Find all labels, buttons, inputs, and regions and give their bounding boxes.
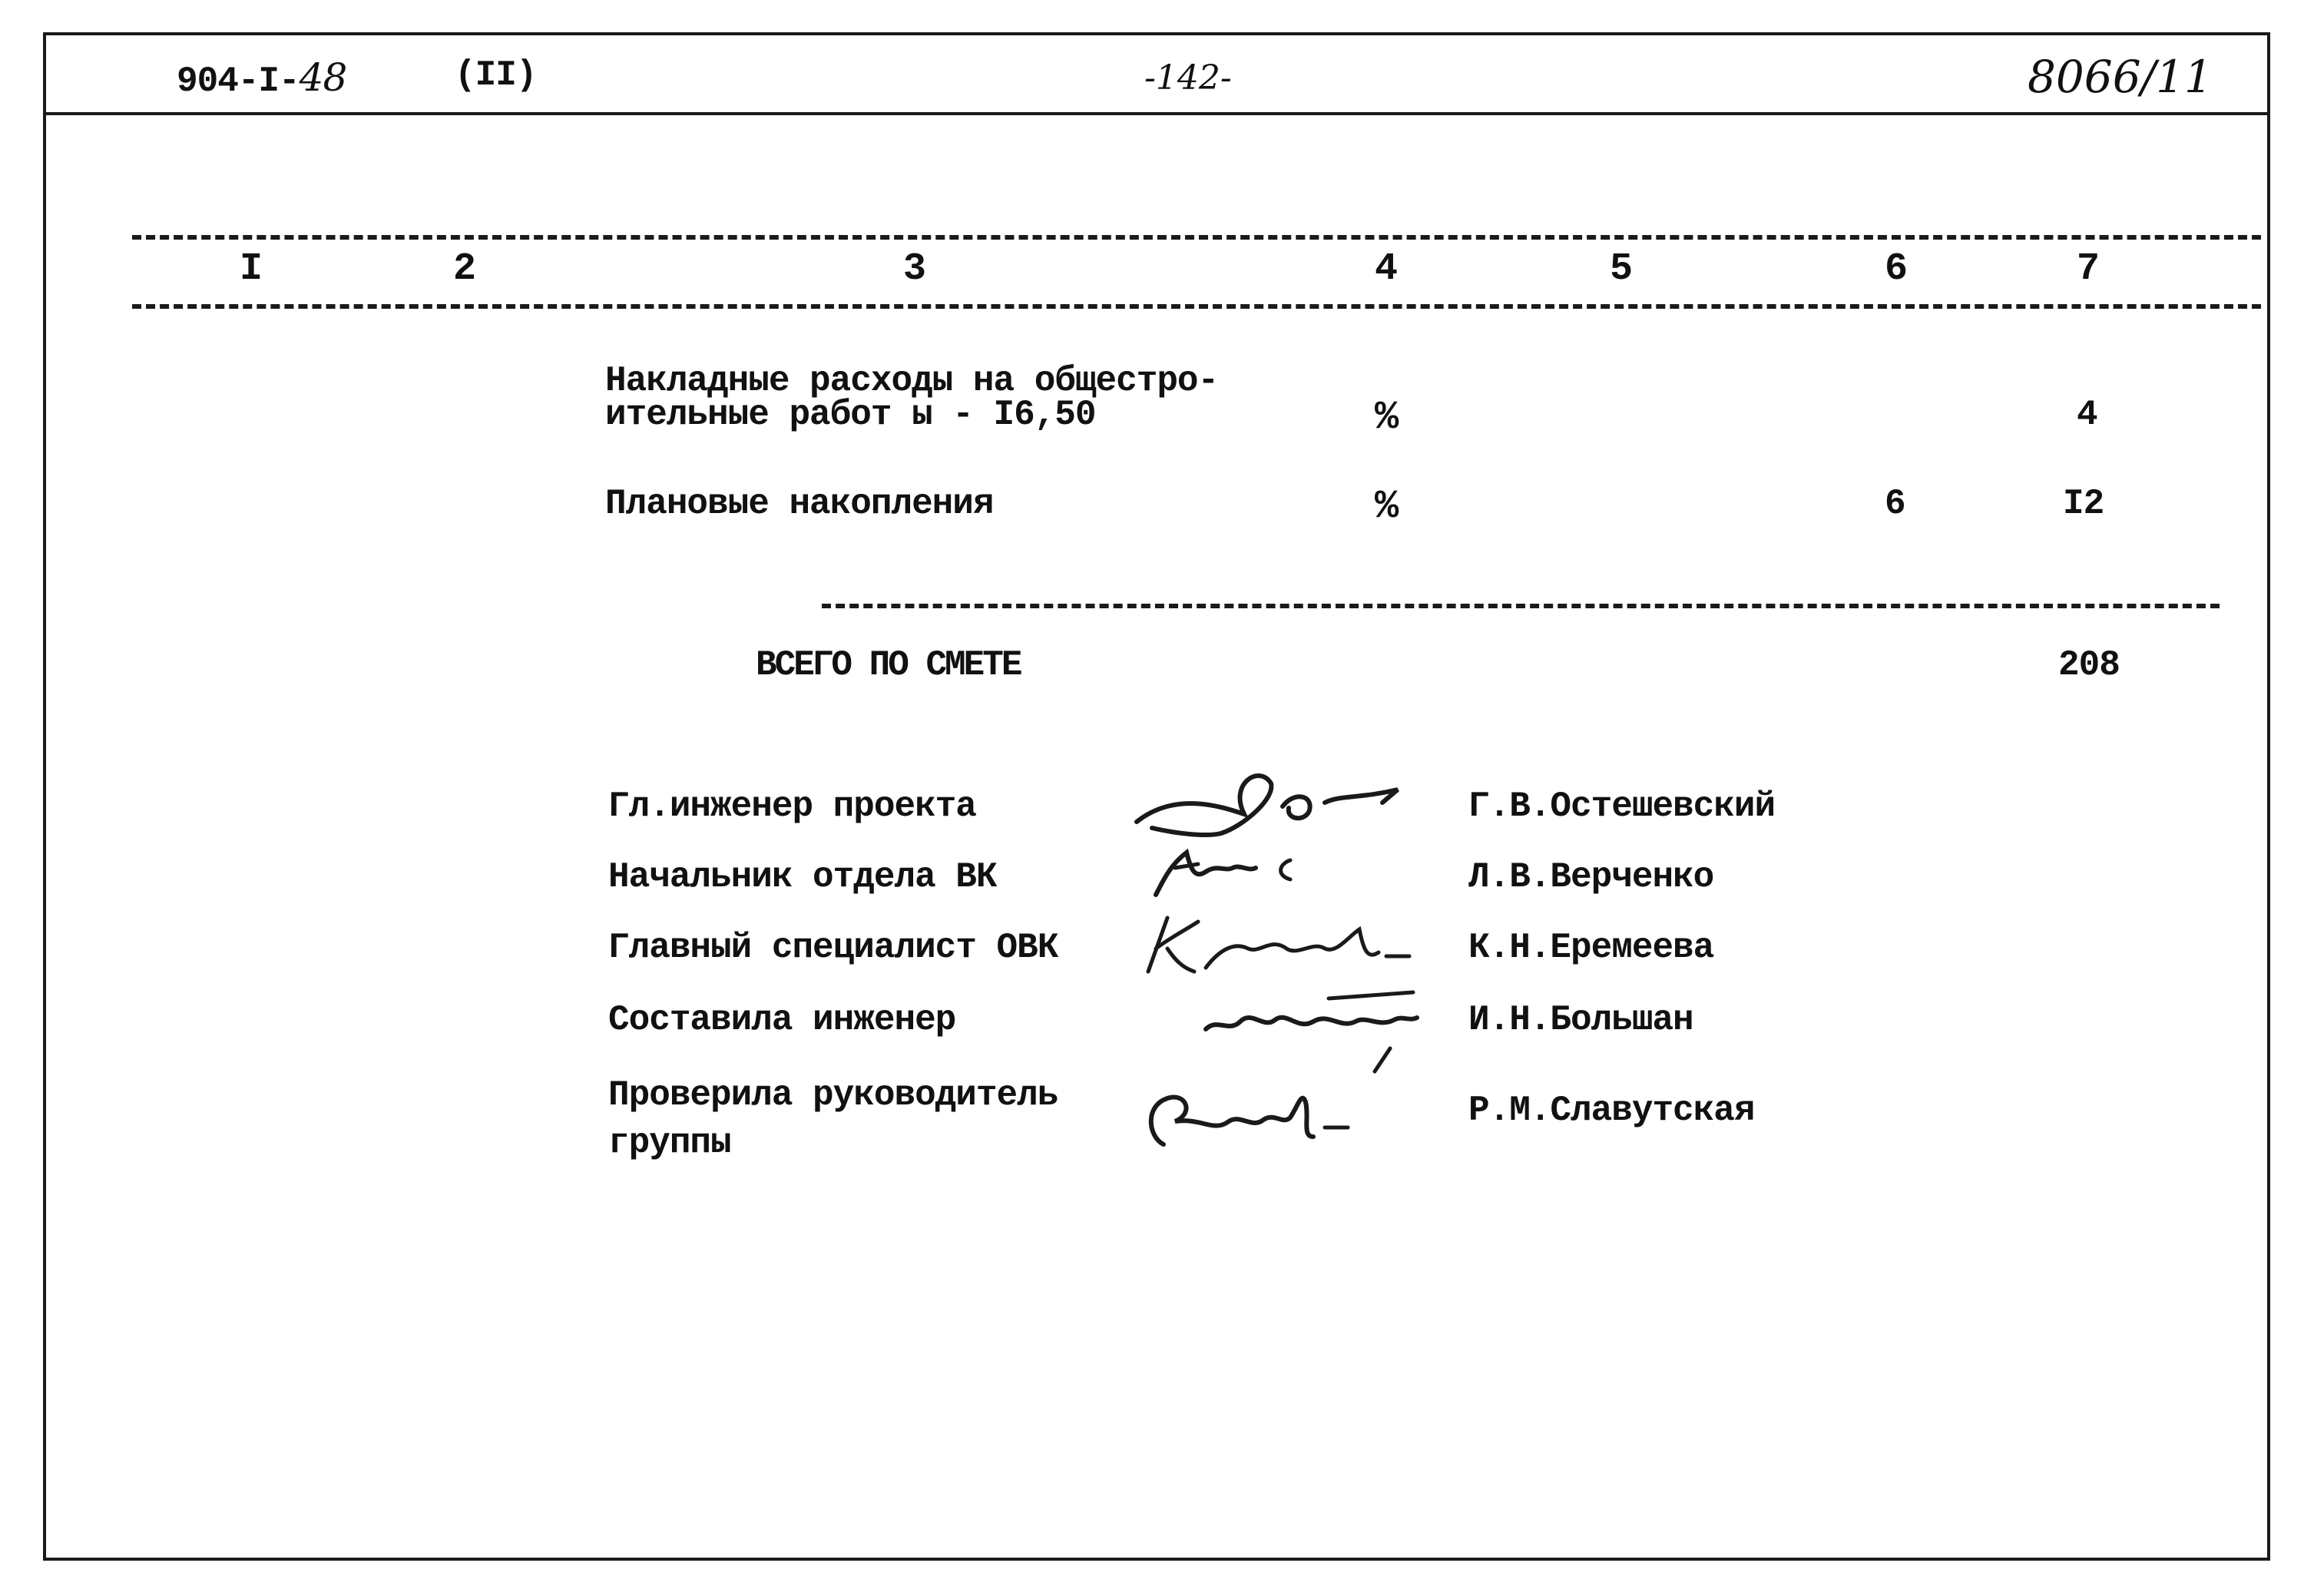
row-planned-savings-description: Плановые накопления <box>605 484 994 524</box>
frame-left-border <box>43 32 46 1561</box>
signatory-name-chief-specialist: К.Н.Еремеева <box>1468 928 1714 968</box>
page-number: -142- <box>1144 58 1232 98</box>
column-number-2: 2 <box>453 247 476 291</box>
document-code <box>177 55 346 101</box>
frame-right-border <box>2267 32 2270 1561</box>
column-number-3: 3 <box>903 247 926 291</box>
signatory-role-group-leader-line-2: группы <box>608 1123 731 1163</box>
document-number: 8066/11 <box>2028 51 2213 103</box>
signatory-role-group-leader-line-1: Проверила руководитель <box>608 1075 1058 1115</box>
column-number-1: I <box>240 247 263 291</box>
column-number-6: 6 <box>1885 247 1908 291</box>
row-planned-savings-unit: % <box>1375 484 1399 529</box>
total-label: ВСЕГО ПО СМЕТЕ <box>756 645 1021 685</box>
total-rule <box>822 604 2220 608</box>
signatory-role-head-of-department: Начальник отдела ВК <box>608 857 997 897</box>
row-overhead-description-line-1: Накладные расходы на общестро- <box>605 361 1219 401</box>
signatory-role-chief-specialist: Главный специалист ОВК <box>608 928 1058 968</box>
column-number-7: 7 <box>2077 247 2100 291</box>
signatory-name-group-leader: Р.М.Славутская <box>1468 1091 1755 1131</box>
frame-top-border <box>43 32 2270 35</box>
frame-bottom-border <box>43 1558 2270 1561</box>
signature-group-leader <box>1133 1075 1356 1160</box>
row-overhead-unit: % <box>1375 395 1399 440</box>
signature-head-of-department <box>1144 837 1321 906</box>
signatory-role-engineer: Составила инженер <box>608 1000 956 1040</box>
document-part: (II) <box>455 55 537 95</box>
signature-engineer <box>1198 975 1428 1075</box>
row-planned-savings-col6: 6 <box>1885 484 1905 524</box>
row-planned-savings-col7: I2 <box>2063 484 2104 524</box>
signature-chief-engineer <box>1129 760 1405 845</box>
document-code-prefix: 904-I- <box>177 61 300 101</box>
signature-chief-specialist <box>1133 906 1417 983</box>
signatory-name-head-of-department: Л.В.Верченко <box>1468 857 1714 897</box>
column-header-top-rule <box>132 235 2261 240</box>
document-code-suffix: 48 <box>299 55 347 100</box>
signatory-role-chief-engineer: Гл.инженер проекта <box>608 786 976 826</box>
row-overhead-col7: 4 <box>2077 395 2097 435</box>
row-overhead-description-line-2: ительные работ ы - I6,50 <box>605 395 1096 435</box>
signatory-name-chief-engineer: Г.В.Остешевский <box>1468 786 1776 826</box>
frame-header-divider <box>43 112 2270 115</box>
column-number-5: 5 <box>1610 247 1633 291</box>
column-header-bottom-rule <box>132 304 2261 309</box>
column-number-4: 4 <box>1375 247 1398 291</box>
total-value: 208 <box>2058 645 2120 685</box>
signatory-name-engineer: И.Н.Большан <box>1468 1000 1693 1040</box>
